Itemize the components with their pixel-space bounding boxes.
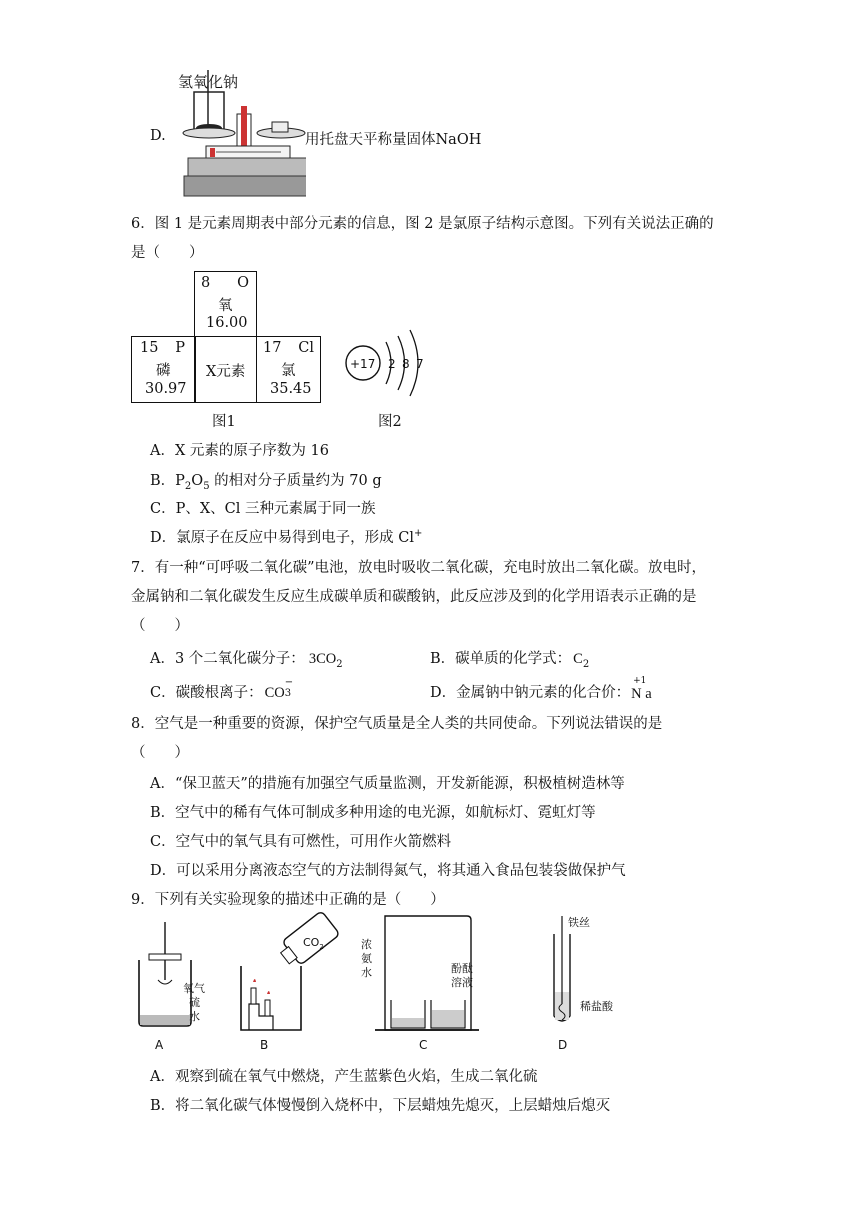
fig-a-water-label: 水	[189, 1010, 200, 1023]
balance-figure	[166, 70, 306, 200]
q7-option-b: B．碳单质的化学式： $C_2$	[430, 651, 590, 670]
chlorine-atom-diagram	[340, 328, 435, 398]
phosphorus-symbol: P	[175, 340, 185, 356]
fig-a-label: A	[155, 1038, 164, 1052]
fig-c-ammonia-label-1: 浓	[361, 938, 372, 951]
oxygen-symbol: O	[237, 275, 249, 291]
oxygen-name: 氧	[218, 298, 233, 314]
chlorine-number: 17	[263, 340, 282, 356]
q9-option-a: A．观察到硫在氧气中燃烧，产生蓝紫色火焰，生成二氧化硫	[150, 1069, 538, 1085]
q6-option-b: B．$P_2O_5$ 的相对分子质量约为 70 g	[150, 473, 382, 492]
fig1-caption: 图1	[212, 414, 236, 430]
q6-option-d: D．氯原子在反应中易得到电子，形成 Cl+	[150, 528, 423, 546]
q6-stem-line2: 是（ ）	[131, 245, 204, 261]
q6-option-a: A．X 元素的原子序数为 16	[150, 443, 329, 459]
fig-c-phenol-label-2: 溶液	[451, 976, 473, 989]
fig-d-wire-label: 铁丝	[568, 916, 590, 929]
phosphorus-name: 磷	[156, 363, 171, 379]
q7-stem-line3: （ ）	[131, 618, 189, 634]
fig-a-gas-label: 氧气	[183, 982, 205, 995]
fig-d-acid-label: 稀盐酸	[580, 1000, 613, 1013]
phosphorus-number: 15	[140, 340, 159, 356]
q7-option-a: A．3 个二氧化碳分子： $3CO_2$	[150, 651, 343, 670]
q8-stem-line1: 8．空气是一种重要的资源，保护空气质量是全人类的共同使命。下列说法错误的是	[131, 716, 663, 732]
chlorine-mass: 35.45	[270, 381, 312, 397]
element-cell-phosphorus	[131, 336, 196, 403]
q7-stem-line2: 金属钠和二氧化碳发生反应生成碳单质和碳酸钠，此反应涉及到的化学用语表示正确的是	[131, 589, 697, 605]
experiment-figure-b	[235, 912, 340, 1052]
x-element-name: X元素	[206, 364, 246, 380]
fig-c-ammonia-label-3: 水	[361, 966, 372, 979]
balance-label: 氢氧化钠	[178, 73, 239, 91]
atom-shell-3: 7	[416, 357, 424, 371]
fig-d-label: D	[558, 1038, 568, 1052]
q6-stem-line1: 6．图 1 是元素周期表中部分元素的信息，图 2 是氯原子结构示意图。下列有关说法正确的	[131, 216, 714, 232]
experiment-figure-d	[540, 912, 640, 1052]
experiment-figure-a	[125, 910, 205, 1055]
chlorine-symbol: Cl	[298, 340, 314, 356]
q8-option-d: D．可以采用分离液态空气的方法制得氮气，将其通入食品包装袋做保护气	[150, 863, 626, 879]
atom-shell-1: 2	[388, 357, 396, 371]
fig2-caption: 图2	[378, 414, 402, 430]
q6-option-c: C．P、X、Cl 三种元素属于同一族	[150, 501, 376, 517]
element-cell-oxygen	[194, 271, 257, 337]
atom-shell-2: 8	[402, 357, 410, 371]
fig-c-ammonia-label-2: 氨	[361, 952, 372, 965]
q7-option-c: C．碳酸根离子： CO − 3	[150, 677, 294, 701]
q9-stem: 9．下列有关实验现象的描述中正确的是（ ）	[131, 892, 445, 908]
fig-c-label: C	[419, 1038, 428, 1052]
element-cell-chlorine	[256, 336, 321, 403]
q8-option-c: C．空气中的氧气具有可燃性，可用作火箭燃料	[150, 834, 452, 850]
phosphorus-mass: 30.97	[145, 381, 187, 397]
q7-stem-line1: 7．有一种“可呼吸二氧化碳”电池，放电时吸收二氧化碳，充电时放出二氧化碳。放电时，	[131, 560, 707, 576]
oxygen-number: 8	[201, 275, 211, 291]
q5-option-d-letter: D.	[150, 128, 166, 144]
element-cell-x	[194, 336, 257, 403]
q7-option-d: D．金属钠中钠元素的化合价： +1 N a	[430, 676, 652, 702]
q9-option-b: B．将二氧化碳气体慢慢倒入烧杯中，下层蜡烛先熄灭，上层蜡烛后熄灭	[150, 1098, 611, 1114]
fig-b-gas-label: $CO_2$	[303, 936, 324, 951]
oxygen-mass: 16.00	[206, 315, 248, 331]
chlorine-name: 氯	[281, 363, 296, 379]
fig-b-label: B	[260, 1038, 269, 1052]
q8-stem-line2: （ ）	[131, 745, 189, 761]
fig-a-sulfur-label: 硫	[189, 996, 200, 1009]
atom-nucleus-charge: +17	[350, 357, 376, 371]
fig-c-phenol-label-1: 酚酞	[451, 962, 473, 975]
q5-option-d-text: 用托盘天平称量固体NaOH	[305, 132, 482, 148]
q8-option-a: A．“保卫蓝天”的措施有加强空气质量监测，开发新能源，积极植树造林等	[150, 776, 625, 792]
experiment-figure-c	[355, 912, 490, 1052]
q8-option-b: B．空气中的稀有气体可制成多种用途的电光源，如航标灯、霓虹灯等	[150, 805, 596, 821]
